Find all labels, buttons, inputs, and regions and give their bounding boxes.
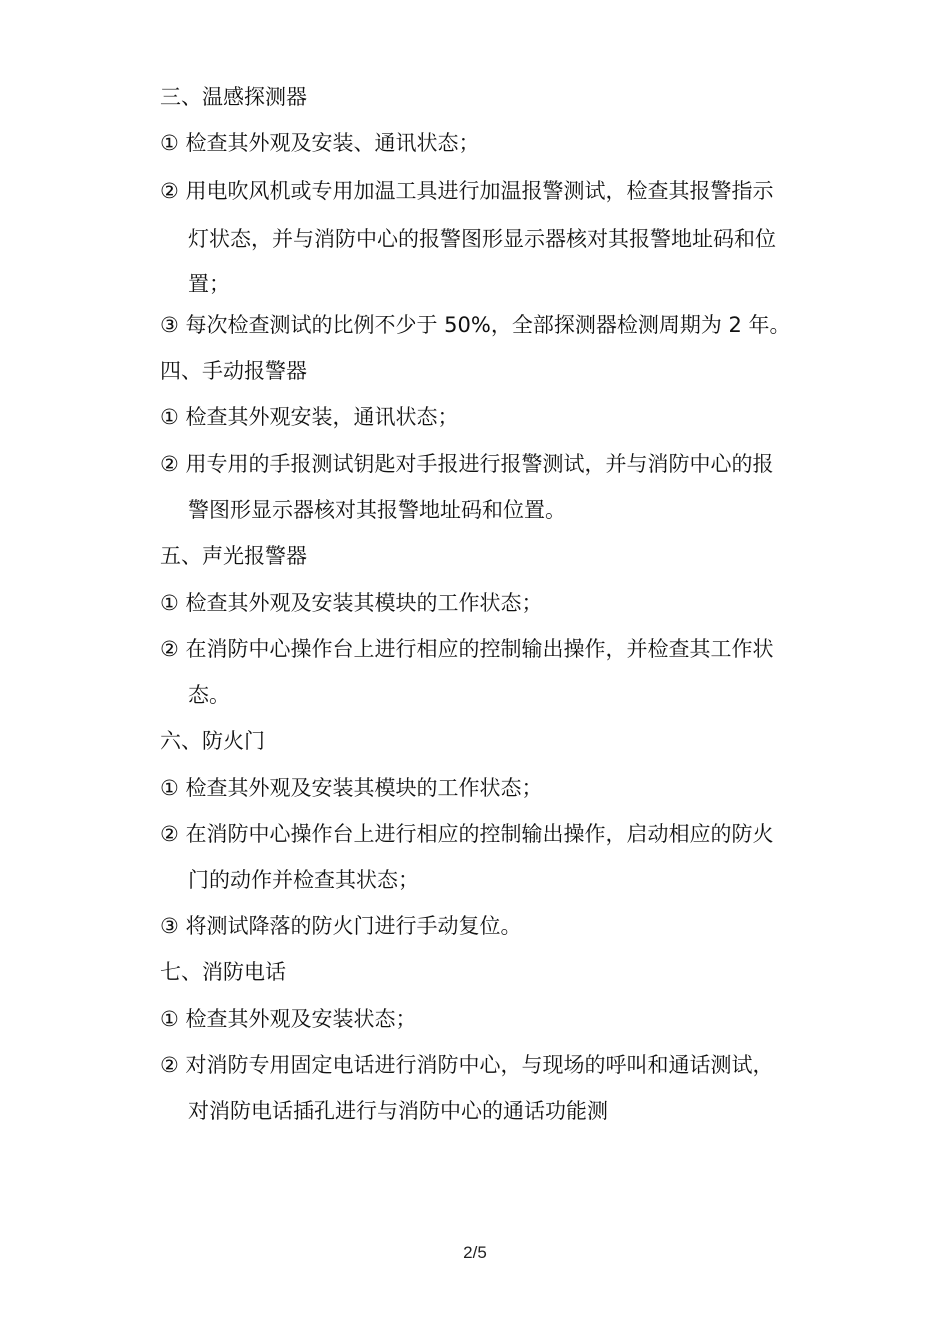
page-number: 2/5	[463, 1243, 487, 1262]
list-item: ① 检查其外观及安装其模块的工作状态；	[160, 776, 543, 800]
list-item: ① 检查其外观及安装、通讯状态；	[160, 131, 480, 155]
list-item: ② 在消防中心操作台上进行相应的控制输出操作，启动相应的防火	[160, 822, 774, 846]
list-item: ③ 每次检查测试的比例不少于 50%，全部探测器检测周期为 2 年。	[160, 313, 791, 337]
list-item-continuation: 置；	[188, 272, 230, 296]
list-item: ② 对消防专用固定电话进行消防中心，与现场的呼叫和通话测试，	[160, 1053, 774, 1077]
list-item-continuation: 警图形显示器核对其报警地址码和位置。	[188, 498, 566, 522]
section-heading-3: 三、温感探测器	[160, 85, 307, 109]
list-item: ③ 将测试降落的防火门进行手动复位。	[160, 914, 522, 938]
list-item: ① 检查其外观安装，通讯状态；	[160, 405, 459, 429]
list-item: ② 用电吹风机或专用加温工具进行加温报警测试，检查其报警指示	[160, 179, 774, 203]
list-item: ① 检查其外观及安装状态；	[160, 1007, 417, 1031]
list-item-continuation: 灯状态，并与消防中心的报警图形显示器核对其报警地址码和位	[188, 227, 776, 251]
section-heading-4: 四、手动报警器	[160, 359, 307, 383]
list-item-continuation: 对消防电话插孔进行与消防中心的通话功能测	[188, 1099, 608, 1123]
list-item-continuation: 态。	[188, 683, 230, 707]
section-heading-5: 五、声光报警器	[160, 544, 307, 568]
section-heading-7: 七、消防电话	[160, 960, 286, 984]
list-item-continuation: 门的动作并检查其状态；	[188, 868, 419, 892]
section-heading-6: 六、防火门	[160, 729, 265, 753]
list-item: ② 在消防中心操作台上进行相应的控制输出操作，并检查其工作状	[160, 637, 774, 661]
list-item: ② 用专用的手报测试钥匙对手报进行报警测试，并与消防中心的报	[160, 452, 774, 476]
list-item: ① 检查其外观及安装其模块的工作状态；	[160, 591, 543, 615]
